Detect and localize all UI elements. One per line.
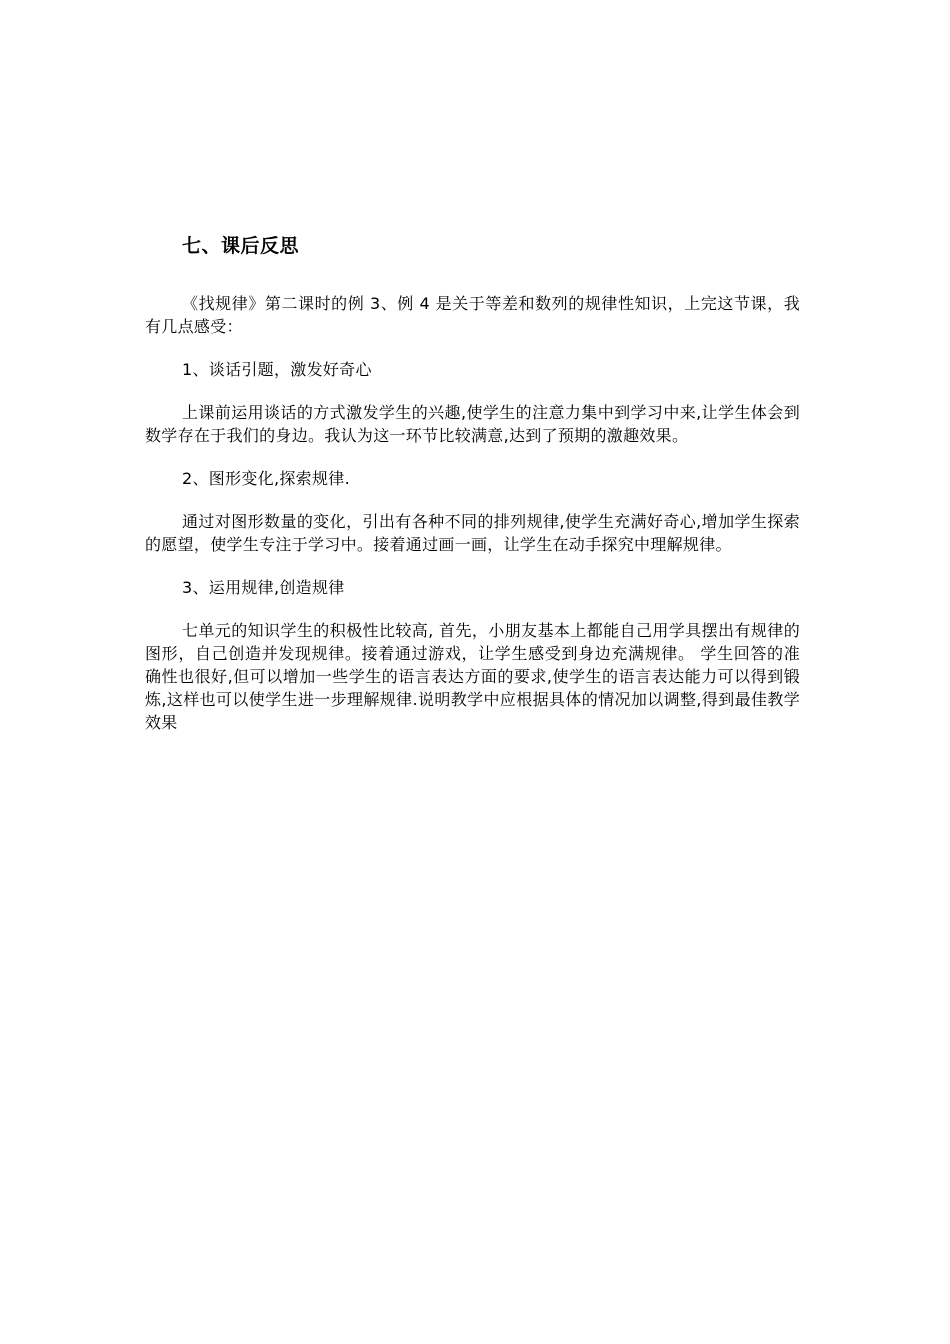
point-2-heading: 2、图形变化,探索规律. (182, 469, 350, 488)
point-1-body: 上课前运用谈话的方式激发学生的兴趣,使学生的注意力集中到学习中来,让学生体会到数学存在于我们的身边。我认为这一环节比较满意,达到了预期的激趣效果。 (145, 403, 800, 445)
section-title: 七、课后反思 (182, 235, 300, 257)
point-2-body: 通过对图形数量的变化，引出有各种不同的排列规律,使学生充满好奇心,增加学生探索的愿望，使学生专注于学习中。接着通过画一画，让学生在动手探究中理解规律。 (145, 512, 800, 554)
point-1-heading: 1、谈话引题，激发好奇心 (182, 360, 372, 379)
point-3-body: 七单元的知识学生的积极性比较高, 首先，小朋友基本上都能自己用学具摆出有规律的图形，自己创造并发现规律。接着通过游戏，让学生感受到身边充满规律。 学生回答的准确性也很好,但可以增加一些学生的语言表达方面的要求,使学生的语言表达能力可以得到锻炼,这样也可以使学生进一步理解规律.说明教学中应根据具体的情况加以调整,得到最佳教学效果 (145, 621, 800, 732)
document-body (145, 232, 800, 754)
point-3-heading: 3、运用规律,创造规律 (182, 578, 345, 597)
intro-paragraph: 《找规律》第二课时的例 3、例 4 是关于等差和数列的规律性知识，上完这节课，我有几点感受： (145, 294, 800, 336)
